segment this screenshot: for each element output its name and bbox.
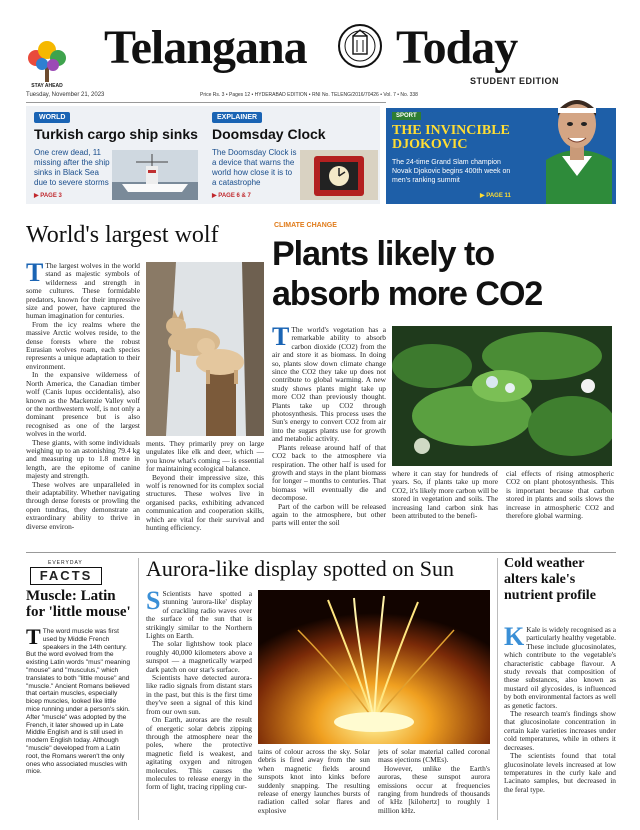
aurora-para: However, unlike the Earth's auroras, these sunspot aurora emissions occur at frequencies ranging from hundreds of thousands of kHz [kilohertz] to roughly 1 million kHz. <box>378 763 490 815</box>
plants-para-text: The world's vegetation has a remarkable ability to absorb carbon dioxide (CO2) from the air and store it as biomass. In doing so, plants slow down climate change since the CO2 they take up does not contribute to global warming. A new study shows plants might take up more CO2 than previously thought. Plants take up CO2 through photosynthesis. This process uses the Sun's energy to convert CO2 from air into the sugars plants use for growth and metabolic activity. <box>272 326 386 444</box>
drop-cap: T <box>26 624 41 649</box>
aurora-column-2 <box>258 748 370 824</box>
doomsday-clock-photo <box>300 150 378 200</box>
wolf-para: ments. They primarily prey on large ungulates like elk and deer, which — you know what's coming — is essential for maintaining ecological balance. <box>146 440 264 474</box>
wolf-para <box>26 262 140 321</box>
drop-cap: T <box>26 262 44 287</box>
wolf-para: These giants, with some individuals weighing up to an astonishing 79.4 kg and measuring up to 1.8 metre in length, are the epitome of canine majesty and strength. <box>26 437 140 481</box>
stay-ahead-tree-logo <box>22 38 72 84</box>
plants-para: where it can stay for hundreds of years. So, if plants take up more CO2, it's likely more carbon will be stored in vegetation and soils. The increasing land carbon sink has been attributed to the benefi- <box>392 470 498 521</box>
date-line: Tuesday, November 21, 2023 <box>26 92 105 98</box>
djokovic-photo <box>532 80 622 204</box>
solar-aurora-photo <box>258 590 490 744</box>
climate-change-tag: CLIMATE CHANGE <box>274 222 337 229</box>
aurora-column-3 <box>378 748 490 824</box>
masthead-title-left: Telangana <box>104 21 307 74</box>
aurora-para: Scientists have detected aurora-like radio signals from distant stars in the past, but this is the first time they've seen a signal of this kind from our own sun. <box>146 673 252 716</box>
column-rule <box>138 558 139 820</box>
kale-para <box>504 626 616 710</box>
wolf-para: From the icy realms where the massive Arctic wolves reside, to the dense forests where the robust Eurasian wolves roam, each species represents a unique adaptation to their environment. <box>26 319 140 371</box>
plants-para <box>272 326 386 444</box>
logo-caption: STAY AHEAD <box>31 83 63 89</box>
muscle-headline[interactable]: Muscle: Latin for 'little mouse' <box>26 588 131 620</box>
teaser-page-world: ▶ PAGE 3 <box>34 193 62 199</box>
plants-column-3 <box>506 470 614 546</box>
plants-para: cial effects of rising atmospheric CO2 on plant photosynthesis. This is important because that carbon stored in plants and soils slows the increase in atmospheric CO2 and therefore global warming. <box>506 470 614 521</box>
aurora-para: On Earth, auroras are the result of energetic solar debris zipping through the atmosphere near the poles, where the protective magnetic field is weakest, and agitating oxygen and nitrogen molecules. This causes the molecules to release energy in the form of light, tracing rippling cur- <box>146 715 252 792</box>
wolf-column-1 <box>26 262 140 546</box>
sport-tag: SPORT <box>392 112 421 120</box>
aurora-para: jets of solar material called coronal mass ejections (CMEs). <box>378 748 490 765</box>
wolves-photo <box>146 262 264 436</box>
masthead-title[interactable] <box>104 20 534 80</box>
wolf-para: Beyond their impressive size, this wolf is renowned for its complex social structures. These wolves live in organised packs, exhibiting advanced communication and cooperation skills, which are vital for their survival and hunting efficiency. <box>146 472 264 533</box>
drop-cap: T <box>272 326 290 351</box>
aurora-para: tains of colour across the sky. Solar debris is fired away from the sun when magnetic fields around sunspots knot into kinks before suddenly snapping. The resulting release of energy launches bursts of radiation called solar flares and explosive <box>258 748 370 815</box>
wolf-para-text: The largest wolves in the world stand as majestic symbols of wilderness and strength in some cultures. These formidable predators, known for their impressive size and power, have captured the human imagination for centuries. <box>26 262 140 321</box>
aurora-para-text: Scientists have spotted a stunning 'aurora-like' display of crackling radio waves over the surface of the sun that is strikingly similar to the Northern Lights on Earth. <box>146 590 252 641</box>
kale-headline[interactable]: Cold weather alters kale's nutrient profile <box>504 556 596 603</box>
plants-column-1 <box>272 326 386 546</box>
aurora-para: The solar lightshow took place roughly 40,000 kilometers above a sunspot — a magnetically warped dark patch on our star's surface. <box>146 639 252 674</box>
teaser-headline-explainer: Doomsday Clock <box>212 126 326 142</box>
plants-column-2 <box>392 470 498 546</box>
sport-page-label: PAGE 11 <box>486 193 511 199</box>
masthead-rule <box>26 102 386 103</box>
fern-plants-photo <box>392 326 612 466</box>
drop-cap: K <box>504 626 525 651</box>
teaser-page-explainer: ▶ PAGE 6 & 7 <box>212 193 251 199</box>
muscle-text: The word muscle was first used by Middle French speakers in the 14th century. But the word evolved from the existing Latin words "mus" meaning "mouse" and "musculus," which translates to both "little mouse" and "muscle." Ancient Romans believed that certain muscles, especially bicep muscles, looked like little mice running under a person's skin. After "muscle" was adopted by the French, it later showed up in Late Middle English and is still used in modern English today. Although "muscle" developed from a Latin root, the Romans weren't the only ones who associated muscles with mice. <box>26 628 131 776</box>
sport-body: The 24-time Grand Slam champion Novak Djokovic begins 400th week on men's ranking summit <box>392 159 511 184</box>
kale-para-text: Kale is widely recognised as a particularly healthy vegetable. These include glucosinolates, which contribute to the vegetable's characteristic cabbage flavour. A study reveals that composition of these substances, also known as mustard oil glycosides, is influenced by both environmental factors as well as genetic factors. <box>504 626 616 710</box>
section-divider <box>26 552 616 553</box>
aurora-column-1 <box>146 590 252 822</box>
emblem-crest-icon <box>336 22 384 70</box>
teaser-page-explainer-label: PAGE 6 & 7 <box>218 193 251 199</box>
plants-para: Plants release around half of that CO2 back to the atmosphere via respiration. The other half is used for growth and stays in the plant biomass for longer – months to centuries. That biomass will eventually die and decompose. <box>272 442 386 503</box>
teaser-body-explainer: The Doomsday Clock is a device that warns the world how close it is to a catastrophe <box>212 148 297 187</box>
teaser-headline-world: Turkish cargo ship sinks <box>34 126 198 142</box>
wolf-para: These wolves are unparalleled in their adaptability. Whether navigating through dense forests or prowling the open tundras, they demonstrate an extraordinary ability to thrive in diverse environ- <box>26 479 140 531</box>
plants-headline[interactable]: Plants likely to absorb more CO2 <box>272 235 543 313</box>
teaser-tag-world: WORLD <box>34 112 70 123</box>
cargo-ship-photo <box>112 150 198 200</box>
wolf-column-2 <box>146 440 264 546</box>
masthead-title-right: Today <box>396 21 518 74</box>
facts-label-big: FACTS <box>30 567 102 585</box>
teaser-body-world: One crew dead, 11 missing after the ship sinks in Black Sea due to severe storms <box>34 148 110 187</box>
plants-para: Part of the carbon will be released again to the atmosphere, but other parts will enter the soil <box>272 501 386 528</box>
facts-label-small: EVERYDAY <box>48 560 83 566</box>
muscle-body <box>26 624 131 776</box>
sport-headline: THE INVINCIBLE DJOKOVIC <box>392 123 510 152</box>
kale-para: The research team's findings show that glucosinolate concentration in certain kale varieties increases under cold temperatures, while in others it decreases. <box>504 709 616 752</box>
kale-para: The scientists found that total glucosinolate levels increased at low temperatures in the curly kale and Lacinato samples, but decreased in the feral type. <box>504 751 616 794</box>
kale-column <box>504 626 616 824</box>
teaser-tag-explainer: EXPLAINER <box>212 112 262 123</box>
drop-cap: S <box>146 590 161 615</box>
edition-label: STUDENT EDITION <box>470 76 560 86</box>
wolf-para: In the expansive wilderness of North America, the Canadian timber wolf (Canis lupus occidentalis), also known as the Mackenzie Valley wolf or the northwestern wolf, is not only a dominant presence but is also recognised as one of the largest wolves in the world. <box>26 370 140 439</box>
aurora-para <box>146 590 252 640</box>
column-rule <box>497 558 498 820</box>
wolf-headline[interactable]: World's largest wolf <box>26 222 219 248</box>
sport-page-ref: ▶ PAGE 11 <box>480 193 511 199</box>
aurora-headline[interactable]: Aurora-like display spotted on Sun <box>146 556 454 581</box>
issue-info: Price Rs. 3 • Pages 12 • HYDERABAD EDITION • RNI No. TELENG/2016/70426 • Vol. 7 • No. 338 <box>200 92 418 98</box>
teaser-page-world-label: PAGE 3 <box>40 193 62 199</box>
